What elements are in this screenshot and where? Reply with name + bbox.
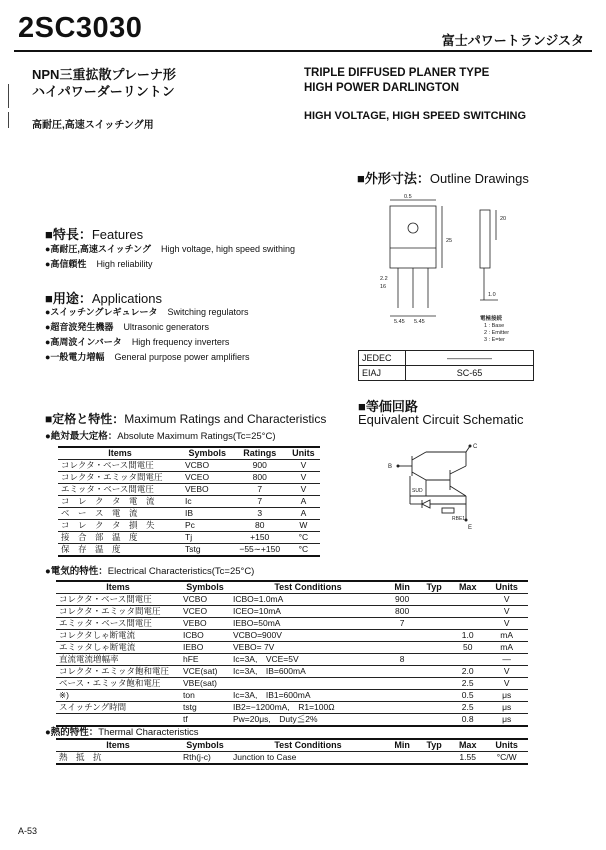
table-cell: V (485, 594, 528, 606)
table-cell: IB (182, 508, 233, 520)
list-item (45, 305, 250, 320)
table-cell: 3 (233, 508, 287, 520)
ratings-body (58, 460, 320, 557)
table-cell: VCE(sat) (180, 666, 230, 678)
table-cell: 8 (386, 654, 418, 666)
table-row (359, 366, 534, 381)
table-header-row (56, 581, 528, 594)
table-cell: μs (485, 690, 528, 702)
table-cell: ton (180, 690, 230, 702)
table-cell (386, 630, 418, 642)
table-cell: 熱 抵 抗 (56, 752, 180, 765)
table-cell: °C (287, 544, 320, 557)
table-cell: コレクタ・エミッタ間電圧 (56, 606, 180, 618)
thermal-body (56, 752, 528, 765)
table-cell: °C/W (485, 752, 528, 765)
ratings-sub-en: Absolute Maximum Ratings(Tc=25°C) (117, 431, 276, 442)
subtitle-en: HIGH VOLTAGE, HIGH SPEED SWITCHING (304, 110, 527, 122)
part-number: 2SC3030 (18, 12, 143, 44)
table-cell: VCBO (180, 594, 230, 606)
table-cell: 1.0 (450, 630, 485, 642)
maker-name: 富士パワートランジスタ (441, 33, 584, 48)
table-cell: VEBO= 7V (230, 642, 386, 654)
table-cell: V (287, 484, 320, 496)
table-cell (386, 714, 418, 727)
table-row (58, 532, 320, 544)
table-cell: 80 (233, 520, 287, 532)
table-cell (386, 642, 418, 654)
node-label: E (468, 525, 473, 530)
dim-label: 20 (500, 216, 507, 222)
thermal-subheading (45, 724, 199, 738)
features-heading-en: Features (91, 227, 144, 242)
ratings-heading-en: Maximum Ratings and Characteristics (124, 412, 327, 426)
table-row (58, 484, 320, 496)
table-cell (450, 606, 485, 618)
table-row (56, 630, 528, 642)
table-cell: コレクタ・エミッタ飽和電圧 (56, 666, 180, 678)
table-cell (418, 690, 450, 702)
table-row (56, 752, 528, 765)
resistor (442, 508, 454, 513)
subtitle-jp: 高耐圧,高速スイッチング用 (32, 120, 154, 131)
table-cell: コレクタ・ベース間電圧 (56, 594, 180, 606)
legend-line: 3 : E=ter (484, 337, 505, 343)
column-header: Items (56, 739, 180, 752)
column-header: Max (450, 581, 485, 594)
table-cell (418, 702, 450, 714)
margin-mark-mid (8, 112, 9, 128)
table-cell: JEDEC (359, 351, 406, 366)
package-body (390, 206, 436, 268)
feature-jp: ●高信頼性 (45, 259, 87, 269)
table-cell (386, 702, 418, 714)
legend-line: 2 : Emitter (484, 330, 510, 336)
applications-heading-en: Applications (91, 291, 162, 306)
table-cell: 2.5 (450, 678, 485, 690)
title-jp-line1: NPN三重拡散プレーナ形 (32, 67, 176, 82)
features-heading-jp: ■特長： (45, 227, 92, 242)
table-row (58, 460, 320, 472)
table-cell: 800 (233, 472, 287, 484)
applications-heading-jp: ■用途： (45, 291, 92, 306)
table-row (56, 702, 528, 714)
table-cell: SC-65 (406, 366, 534, 381)
table-cell: A (287, 508, 320, 520)
table-cell (386, 752, 418, 765)
thermal-table (56, 738, 528, 765)
table-cell: Pc (182, 520, 233, 532)
table-cell: 0.8 (450, 714, 485, 727)
table-cell: VCEO (182, 472, 233, 484)
table-cell: mA (485, 630, 528, 642)
table-cell: エミッタ・ベース間電圧 (56, 618, 180, 630)
table-cell: W (287, 520, 320, 532)
table-cell: 7 (233, 484, 287, 496)
table-cell: V (485, 666, 528, 678)
table-cell: ベ ー ス 電 流 (58, 508, 182, 520)
circuit-heading-en: Equivalent Circuit Schematic (358, 412, 524, 427)
table-cell: 7 (233, 496, 287, 508)
dim-label: 1.0 (488, 292, 496, 298)
table-cell (418, 594, 450, 606)
table-cell: VBE(sat) (180, 678, 230, 690)
table-cell: コレクタ・ベース間電圧 (58, 460, 182, 472)
node-label: RBE1 (452, 516, 466, 522)
column-header: Min (386, 739, 418, 752)
application-en: Switching regulators (167, 307, 249, 317)
table-cell: Pw=20μs, Duty≦2% (230, 714, 386, 727)
dim-label: 5.45 (394, 319, 405, 325)
table-cell (418, 752, 450, 765)
table-cell: コレクタ・エミッタ間電圧 (58, 472, 182, 484)
table-row (56, 666, 528, 678)
table-cell: V (485, 618, 528, 630)
equivalent-circuit (370, 440, 530, 530)
node-label: SUD (412, 488, 423, 494)
dim-label: 25 (446, 238, 453, 244)
table-cell: μs (485, 714, 528, 727)
table-cell: ベース・エミッタ飽和電圧 (56, 678, 180, 690)
title-jp-line2: ハイパワーダーリントン (32, 84, 175, 99)
title-jp (32, 66, 176, 100)
feature-en: High reliability (96, 259, 153, 269)
table-header-row (56, 739, 528, 752)
application-jp: ●超音波発生機器 (45, 322, 114, 332)
application-jp: ●一般電力増幅 (45, 352, 105, 362)
table-cell: 2.0 (450, 666, 485, 678)
column-header: Symbols (180, 739, 230, 752)
table-cell: Ic=3A, IB=600mA (230, 666, 386, 678)
table-header-row (58, 447, 320, 460)
node-label: C (473, 444, 478, 450)
table-cell (386, 678, 418, 690)
table-cell (386, 690, 418, 702)
column-header: Symbols (182, 447, 233, 460)
dim-label: 0.5 (404, 194, 412, 200)
table-row (359, 351, 534, 366)
application-jp: ●スイッチングレギュレータ (45, 307, 158, 317)
table-cell: 800 (386, 606, 418, 618)
package-table (358, 350, 534, 381)
column-header: Typ (418, 739, 450, 752)
table-cell: ICBO=1.0mA (230, 594, 386, 606)
page-number: A-53 (18, 826, 38, 836)
column-header: Max (450, 739, 485, 752)
application-en: General purpose power amplifiers (114, 352, 250, 362)
table-cell: Junction to Case (230, 752, 386, 765)
column-header: Test Conditions (230, 739, 386, 752)
list-item (45, 242, 295, 257)
table-cell (418, 630, 450, 642)
table-cell: 900 (386, 594, 418, 606)
electrical-subheading (45, 563, 254, 577)
outline-heading-jp: ■外形寸法： (357, 171, 430, 186)
table-cell (418, 642, 450, 654)
feature-en: High voltage, high speed swithing (160, 244, 296, 254)
dim-label: 5.45 (414, 319, 425, 325)
table-cell: 2.5 (450, 702, 485, 714)
application-en: Ultrasonic generators (123, 322, 209, 332)
ratings-sub-jp: ●絶対最大定格： (45, 431, 118, 442)
table-cell: Ic=3A, VCE=5V (230, 654, 386, 666)
legend-title: 電極接続 (480, 316, 503, 322)
column-header: Units (485, 739, 528, 752)
features-list (45, 242, 295, 272)
table-cell: エミッタ・ベース間電圧 (58, 484, 182, 496)
feature-jp: ●高耐圧,高速スイッチング (45, 244, 151, 254)
table-cell: VCEO (180, 606, 230, 618)
table-cell: 0.5 (450, 690, 485, 702)
table-cell: IEBO (180, 642, 230, 654)
column-header: Symbols (180, 581, 230, 594)
table-cell (418, 714, 450, 727)
table-cell: 7 (386, 618, 418, 630)
outline-heading (357, 168, 529, 187)
table-row (56, 606, 528, 618)
electrical-body (56, 594, 528, 727)
table-cell: A (287, 496, 320, 508)
ratings-subheading (45, 428, 275, 442)
title-en-line1: TRIPLE DIFFUSED PLANER TYPE (304, 67, 490, 79)
table-row (56, 642, 528, 654)
table-row (56, 654, 528, 666)
ratings-heading-jp: ■定格と特性： (45, 412, 125, 426)
table-row (58, 544, 320, 557)
table-cell: ICBO (180, 630, 230, 642)
table-cell: V (485, 606, 528, 618)
table-row (56, 594, 528, 606)
table-row (58, 496, 320, 508)
table-cell: V (287, 472, 320, 484)
applications-list (45, 305, 250, 365)
table-cell: °C (287, 532, 320, 544)
dim-label: 2.2 (380, 276, 388, 282)
node-label: B (388, 464, 393, 470)
circuit-heading-jp: ■等価回路 (358, 399, 418, 414)
table-cell: hFE (180, 654, 230, 666)
table-row (58, 508, 320, 520)
legend-line: 1 : Base (484, 323, 505, 329)
table-cell (450, 618, 485, 630)
table-cell: tf (180, 714, 230, 727)
thermal-sub-jp: ●熱的特性： (45, 727, 99, 738)
table-cell: ————— (406, 351, 534, 366)
table-cell: Tj (182, 532, 233, 544)
thermal-sub-en: Thermal Characteristics (98, 727, 199, 738)
table-cell: VEBO (182, 484, 233, 496)
table-cell: 直流電流増幅率 (56, 654, 180, 666)
table-cell: Ic (182, 496, 233, 508)
electrical-table (56, 580, 528, 727)
column-header: Units (287, 447, 320, 460)
table-cell: 50 (450, 642, 485, 654)
ratings-table (58, 446, 320, 557)
electrical-sub-en: Electrical Characteristics(Tc=25°C) (107, 566, 255, 577)
table-cell: — (485, 654, 528, 666)
column-header: Test Conditions (230, 581, 386, 594)
list-item (45, 350, 250, 365)
table-cell (418, 606, 450, 618)
table-cell: Tstg (182, 544, 233, 557)
ratings-heading (45, 410, 326, 427)
table-cell: Rth(j-c) (180, 752, 230, 765)
package-side (480, 210, 490, 268)
outline-drawing (368, 192, 536, 352)
table-cell: VEBO (180, 618, 230, 630)
table-cell: コ レ ク タ 損 失 (58, 520, 182, 532)
table-cell (450, 594, 485, 606)
table-cell: 保 存 温 度 (58, 544, 182, 557)
column-header: Ratings (233, 447, 287, 460)
table-cell: +150 (233, 532, 287, 544)
table-row (56, 690, 528, 702)
outline-heading-en: Outline Drawings (429, 171, 529, 186)
title-en-line2: HIGH POWER DARLINGTON (304, 82, 460, 94)
table-row (58, 520, 320, 532)
table-cell (418, 654, 450, 666)
table-cell: IB2=−1200mA, R1=100Ω (230, 702, 386, 714)
electrical-sub-jp: ●電気的特性： (45, 566, 108, 577)
table-cell: μs (485, 702, 528, 714)
header-divider (14, 50, 592, 52)
table-cell: IEBO=50mA (230, 618, 386, 630)
table-cell: ICEO=10mA (230, 606, 386, 618)
table-row (56, 618, 528, 630)
table-cell: EIAJ (359, 366, 406, 381)
table-row (58, 472, 320, 484)
table-cell (450, 654, 485, 666)
list-item (45, 335, 250, 350)
table-cell: mA (485, 642, 528, 654)
table-cell: V (485, 678, 528, 690)
title-en (304, 66, 489, 96)
table-row (56, 678, 528, 690)
table-cell: エミッタしゃ断電流 (56, 642, 180, 654)
table-cell (418, 618, 450, 630)
table-cell: コ レ ク タ 電 流 (58, 496, 182, 508)
mounting-hole (408, 223, 418, 233)
table-cell: スイッチング時間 (56, 702, 180, 714)
column-header: Typ (418, 581, 450, 594)
table-cell (230, 678, 386, 690)
table-cell: 1.55 (450, 752, 485, 765)
table-cell: V (287, 460, 320, 472)
table-cell (418, 666, 450, 678)
application-en: High frequency inverters (131, 337, 230, 347)
table-cell: コレクタしゃ断電流 (56, 630, 180, 642)
column-header: Min (386, 581, 418, 594)
application-jp: ●高周波インバータ (45, 337, 122, 347)
table-cell: ※) (56, 690, 180, 702)
list-item (45, 320, 250, 335)
table-cell: 接 合 部 温 度 (58, 532, 182, 544)
margin-mark-top (8, 84, 9, 108)
column-header: Units (485, 581, 528, 594)
list-item (45, 257, 295, 272)
table-cell (386, 666, 418, 678)
table-cell: tstg (180, 702, 230, 714)
table-cell: 900 (233, 460, 287, 472)
column-header: Items (56, 581, 180, 594)
dim-label: 16 (380, 284, 387, 290)
diode (422, 500, 430, 508)
table-cell (418, 678, 450, 690)
table-cell: VCBO (182, 460, 233, 472)
table-cell: VCBO=900V (230, 630, 386, 642)
features-heading (45, 224, 143, 243)
column-header: Items (58, 447, 182, 460)
table-cell: −55∼+150 (233, 544, 287, 557)
table-cell: Ic=3A, IB1=600mA (230, 690, 386, 702)
